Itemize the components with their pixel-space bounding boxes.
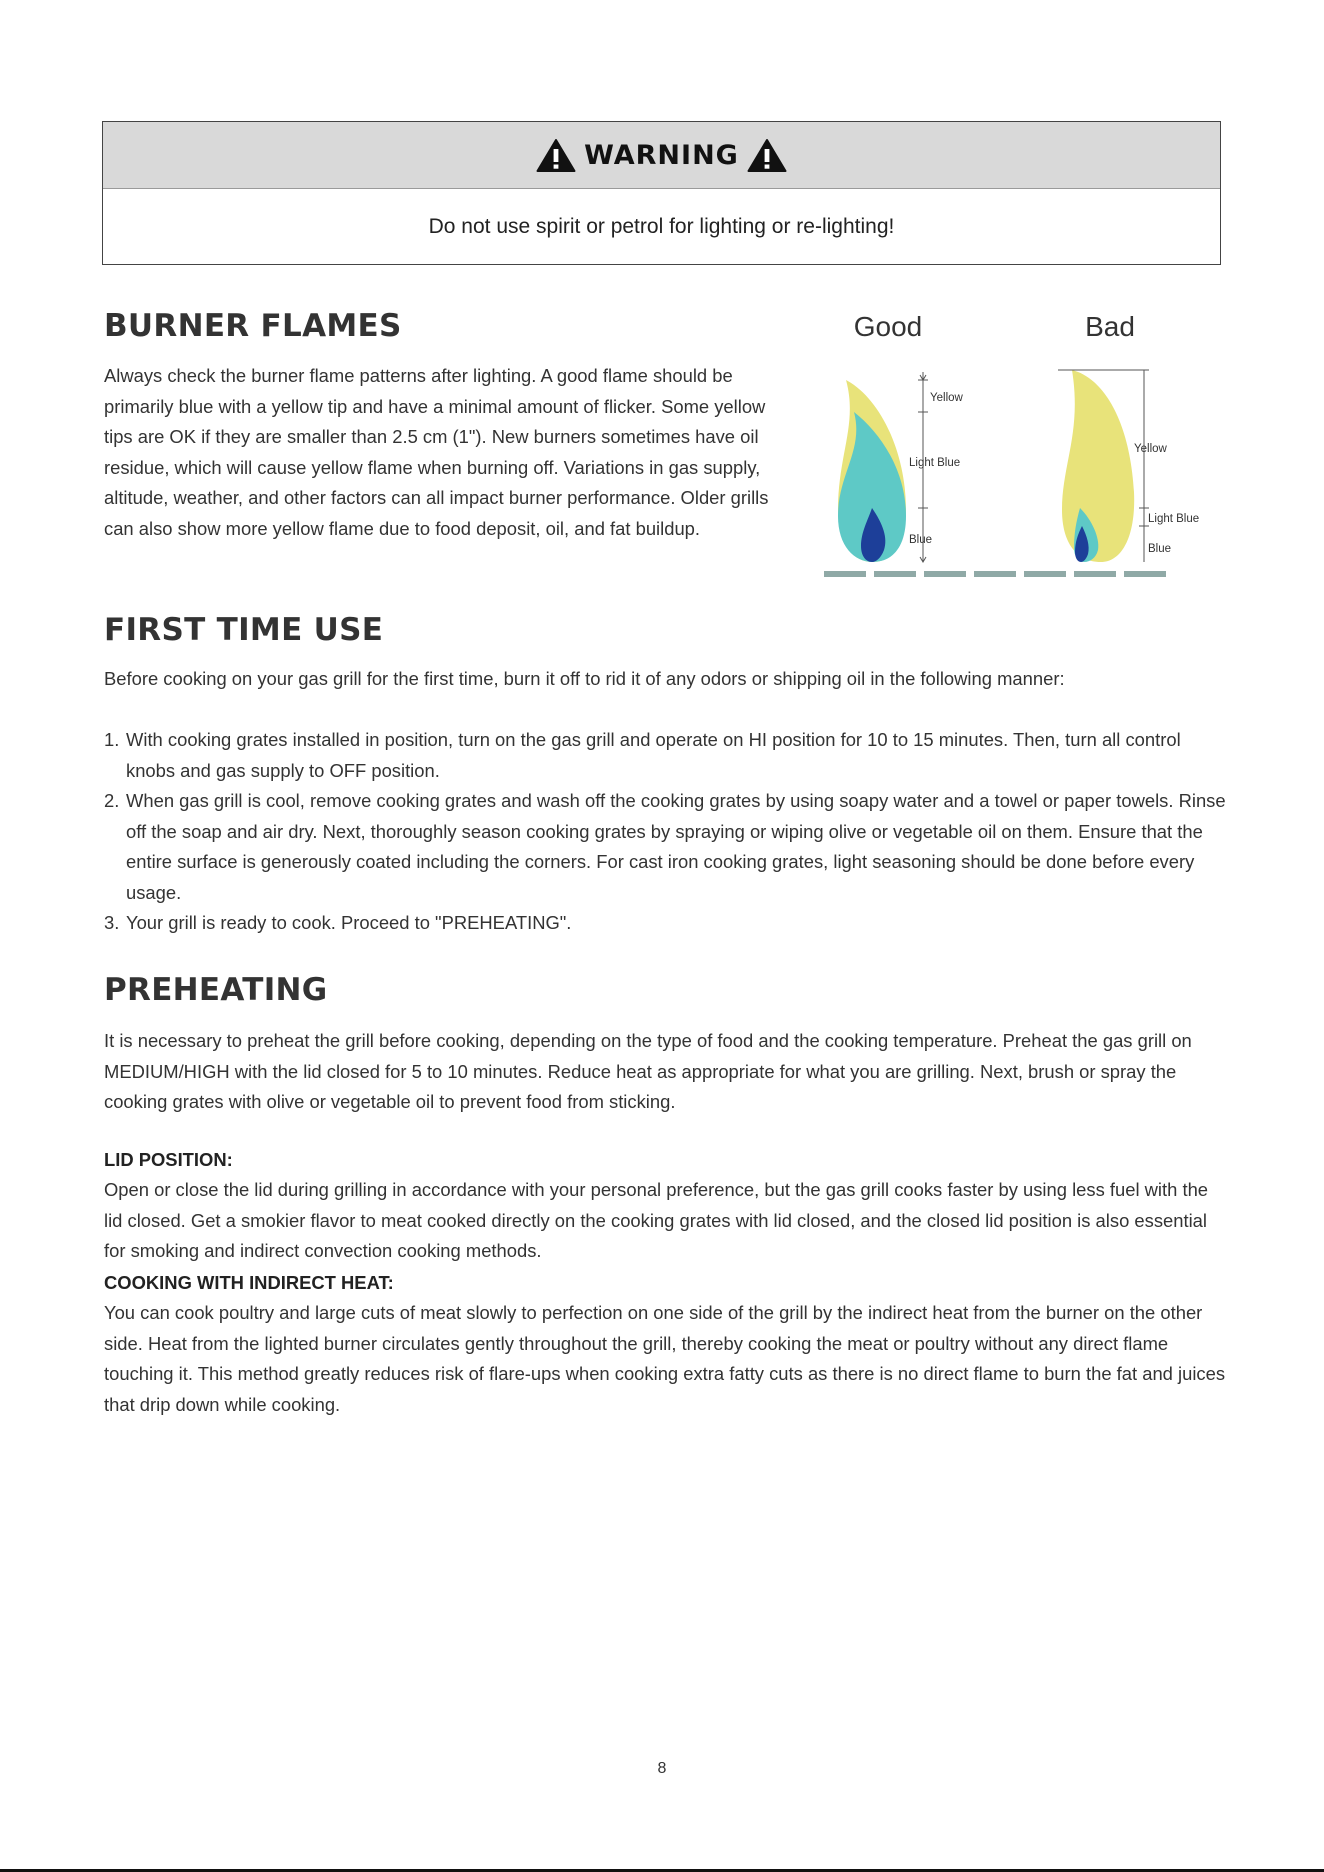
good-label: Good — [853, 312, 923, 342]
good-flame — [838, 372, 964, 562]
bad-blue-label: Blue — [1148, 543, 1172, 555]
step-text: When gas grill is cool, remove cooking grates and wash off the cooking grates by using soapy water and a towel or paper towels. Rinse off the soap and air dry. Next, thoroughly season cooking grates by spraying or wiping olive or vegetable oil on them. Ensure that the entire surface is generously coated including the corners. For cast iron cooking grates, light seasoning should be done before every usage. — [126, 790, 1226, 903]
burner-flames-text: Always check the burner flame patterns after lighting. A good flame should be primarily blue with a yellow tip and have a minimal amount of flicker. Some yellow tips are OK if they are smaller than 2.5 cm (1"). New burners sometimes have oil residue, which will cause yellow flame when burning off. Variations in gas supply, altitude, weather, and other factors can all impact burner performance. Older grills can also show more yellow flame due to food deposit, oil, and fat buildup. — [104, 365, 769, 539]
warning-triangle-icon — [536, 138, 576, 173]
lid-position-text: Open or close the lid during grilling in accordance with your personal preference, but the gas grill cooks faster by using less fuel with the lid closed. Get a smokier flavor to meat cooked directly on the cooking grates with lid closed, and the closed lid position is also essential for smoking and indirect convection cooking methods. — [104, 1179, 1209, 1261]
first-time-use-heading: FIRST TIME USE — [104, 612, 384, 648]
flame-diagram — [818, 312, 1238, 582]
good-light-blue-label: Light Blue — [909, 457, 961, 469]
first-time-use-steps — [104, 725, 1229, 939]
indirect-heat-heading: COOKING WITH INDIRECT HEAT: — [104, 1272, 394, 1293]
good-blue-label: Blue — [909, 534, 933, 546]
step-number: 2. — [104, 790, 120, 811]
bad-light-blue-label: Light Blue — [1148, 513, 1200, 525]
list-item — [104, 725, 1229, 786]
preheating-heading: PREHEATING — [104, 972, 328, 1008]
step-number: 3. — [104, 912, 120, 933]
list-item — [104, 908, 1229, 939]
preheating-text: It is necessary to preheat the grill before cooking, depending on the type of food and the cooking temperature. Preheat the gas grill on MEDIUM/HIGH with the lid closed for 5 to 10 minutes. Reduce heat as appropriate for what you are grilling. Next, brush or spray the cooking grates with olive or vegetable oil to prevent food from sticking. — [104, 1030, 1192, 1112]
lid-position-heading: LID POSITION: — [104, 1149, 233, 1170]
indirect-heat-text: You can cook poultry and large cuts of meat slowly to perfection on one side of the grill by the indirect heat from the burner on the other side. Heat from the lighted burner circulates gently throughout the grill, thereby cooking the meat or poultry without any direct flame touching it. This method greatly reduces risk of flare-ups when cooking extra fatty cuts as there is no direct flame to burn the fat and juices that drip down while cooking. — [104, 1302, 1226, 1415]
step-text: Your grill is ready to cook. Proceed to "PREHEATING". — [126, 912, 572, 933]
bad-yellow-label: Yellow — [1134, 443, 1167, 455]
page-number: 8 — [657, 1760, 667, 1777]
warning-triangle-icon — [747, 138, 787, 173]
step-number: 1. — [104, 729, 120, 750]
first-time-use-intro: Before cooking on your gas grill for the first time, burn it off to rid it of any odors or shipping oil in the following manner: — [104, 668, 1065, 689]
step-text: With cooking grates installed in position, turn on the gas grill and operate on HI position for 10 to 15 minutes. Then, turn all control knobs and gas supply to OFF position. — [126, 729, 1181, 781]
warning-box — [102, 121, 1221, 265]
good-yellow-label: Yellow — [930, 392, 963, 404]
list-item — [104, 786, 1229, 908]
warning-title: WARNING — [584, 139, 739, 171]
warning-text: Do not use spirit or petrol for lighting or re-lighting! — [428, 215, 895, 238]
bad-label: Bad — [1085, 312, 1135, 342]
bad-flame — [1058, 370, 1199, 562]
warning-header — [103, 122, 1220, 189]
burner-flames-heading: BURNER FLAMES — [104, 308, 402, 344]
